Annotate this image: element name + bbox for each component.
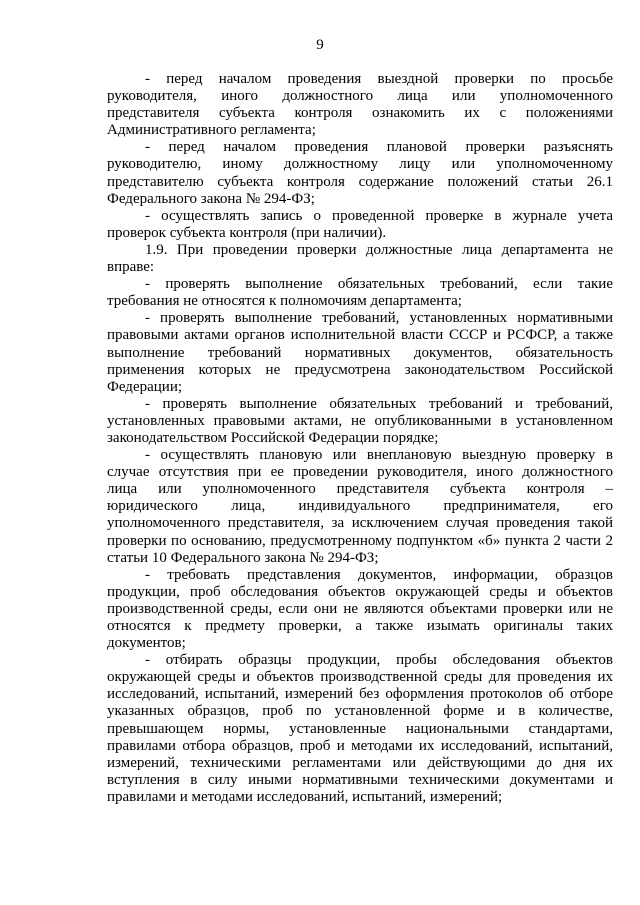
text-line: - проверять выполнение обязательных требований, если такие bbox=[145, 276, 613, 293]
paragraph bbox=[107, 71, 613, 139]
paragraph bbox=[107, 139, 613, 207]
paragraph bbox=[107, 652, 613, 806]
text-line: производственной среды, если они не являются объектами проверки или не bbox=[107, 600, 613, 617]
text-line: - осуществлять плановую или внеплановую выездную проверку в bbox=[145, 447, 613, 464]
text-line: проверок субъекта контроля (при наличии). bbox=[107, 224, 387, 241]
text-line: юридического лица, индивидуального предпринимателя, его bbox=[107, 498, 613, 515]
text-line: превышающем нормы, установленные национальными стандартами, bbox=[107, 720, 613, 737]
paragraph bbox=[107, 447, 613, 567]
paragraph bbox=[107, 567, 613, 652]
text-line: представителя субъекта контроля ознакомить их с положениями bbox=[107, 105, 613, 122]
text-line: законодательством Российской Федерации порядке; bbox=[107, 429, 439, 446]
text-line: правилами отбора образцов, проб и методами их исследований, испытаний, bbox=[107, 737, 613, 754]
text-line: применения которых не предусмотрена законодательством Российской bbox=[107, 361, 613, 378]
text-line: - требовать представления документов, информации, образцов bbox=[145, 566, 613, 583]
text-line: уполномоченного представителя, за исключением случая проведения такой bbox=[107, 515, 613, 532]
text-line: исследований, испытаний, измерений без оформления протоколов об отборе bbox=[107, 686, 613, 703]
text-line: правовыми актами органов исполнительной власти СССР и РСФСР, а также bbox=[107, 327, 613, 344]
text-line: - перед началом проведения плановой проверки разъяснять bbox=[145, 139, 613, 156]
text-line: Административного регламента; bbox=[107, 122, 316, 139]
text-line: относятся к предмету проверки, а также изымать оригиналы таких bbox=[107, 618, 613, 634]
text-line: измерений, техническими регламентами или действующими до дня их bbox=[107, 754, 613, 771]
text-line: выполнение требований нормативных документов, обязательность bbox=[107, 344, 613, 361]
page-number: 9 bbox=[316, 37, 324, 53]
text-line: документов; bbox=[107, 635, 186, 652]
text-line: проверки по основанию, предусмотренному подпунктом «б» пункта 2 части 2 bbox=[107, 532, 613, 549]
text-line: руководителя, иного должностного лица или уполномоченного bbox=[107, 88, 613, 105]
text-line: - осуществлять запись о проведенной проверке в журнале учета bbox=[145, 207, 613, 224]
paragraph bbox=[107, 276, 613, 310]
paragraph bbox=[107, 208, 613, 242]
text-line: - проверять выполнение требований, установленных нормативными bbox=[145, 310, 613, 327]
text-line: требования не относятся к полномочиям департамента; bbox=[107, 293, 462, 310]
text-line: Федерации; bbox=[107, 378, 183, 395]
document-body bbox=[107, 71, 613, 806]
text-line: - проверять выполнение обязательных требований и требований, bbox=[145, 395, 613, 412]
text-line: продукции, проб обследования объектов окружающей среды и объектов bbox=[107, 583, 613, 600]
text-line: 1.9. При проведении проверки должностные лица департамента не bbox=[145, 241, 613, 258]
text-line: представителю субъекта контроля содержание положений статьи 26.1 bbox=[107, 173, 613, 190]
text-line: случае отсутствия при ее проведении руководителя, иного должностного bbox=[107, 464, 613, 481]
paragraph bbox=[107, 310, 613, 395]
text-line: лица или уполномоченного представителя субъекта контроля – bbox=[107, 481, 613, 498]
text-line: окружающей среды и объектов производственной среды для проведения их bbox=[107, 669, 613, 686]
text-line: вправе: bbox=[107, 259, 155, 276]
text-line: статьи 10 Федерального закона № 294-ФЗ; bbox=[107, 549, 379, 566]
text-line: - перед началом проведения выездной проверки по просьбе bbox=[145, 71, 613, 87]
text-line: установленных правовыми актами, не опубликованными в установленном bbox=[107, 412, 613, 429]
text-line: вступления в силу иными нормативными техническими документами и bbox=[107, 771, 613, 788]
text-line: правилами и методами исследований, испытаний, измерений; bbox=[107, 788, 503, 805]
paragraph bbox=[107, 396, 613, 447]
text-line: Федерального закона № 294-ФЗ; bbox=[107, 190, 315, 207]
text-line: руководителю, иному должностному лицу или уполномоченному bbox=[107, 156, 613, 173]
text-line: - отбирать образцы продукции, пробы обследования объектов bbox=[145, 652, 613, 669]
paragraph bbox=[107, 242, 613, 276]
text-line: указанных образцов, проб по установленной форме и в количестве, bbox=[107, 703, 613, 720]
